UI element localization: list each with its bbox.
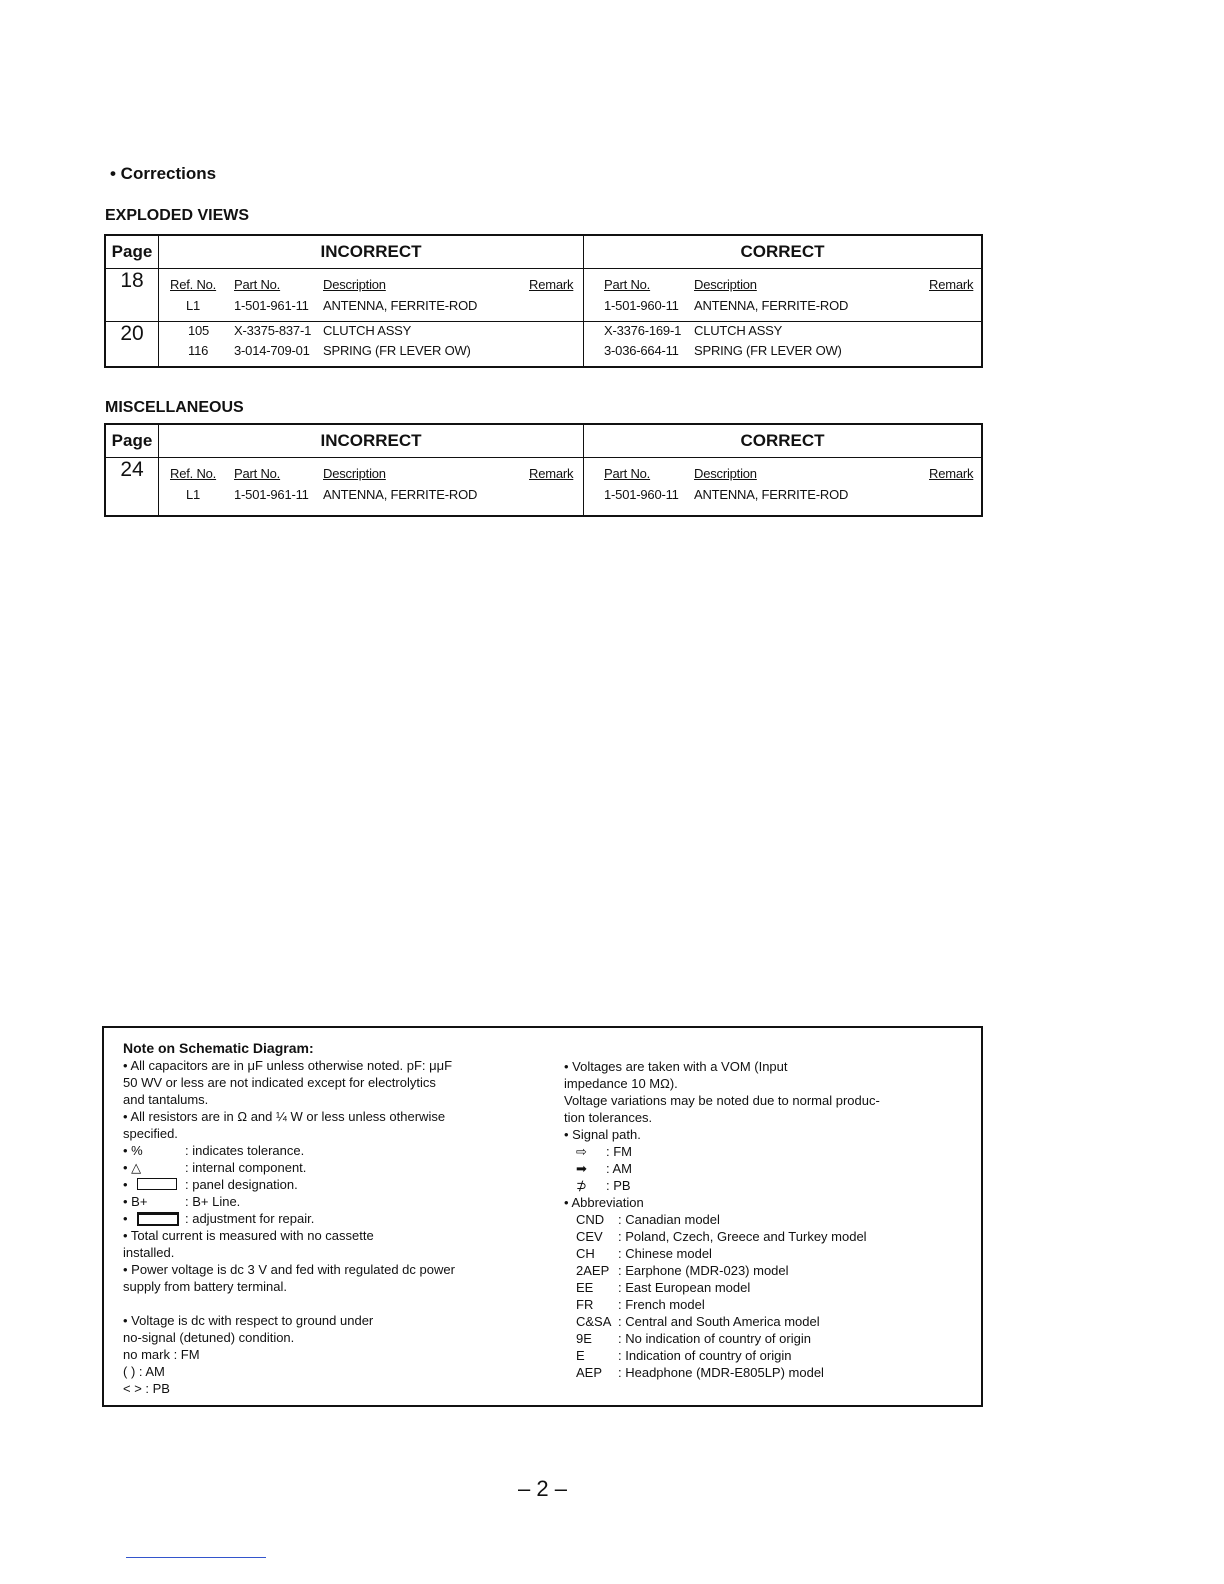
col-remark: Remark [529, 277, 574, 292]
col-part-no: Part No. [234, 466, 281, 481]
note-line: • Total current is measured with no cassette [123, 1228, 374, 1243]
note-line: • All capacitors are in μF unless otherwise noted. pF: μμF [123, 1058, 453, 1073]
col-description: Description [323, 466, 386, 481]
description: CLUTCH ASSY [323, 323, 412, 338]
incorrect-cell [159, 322, 584, 367]
ref-no: L1 [186, 487, 201, 502]
note-line: ( ) : AM [123, 1364, 165, 1379]
signal-label: : PB [606, 1178, 631, 1193]
note-line: • Voltages are taken with a VOM (Input [564, 1059, 788, 1074]
footer-rule [126, 1557, 266, 1558]
part-no: 1-501-961-11 [234, 487, 309, 502]
note-line: < > : PB [123, 1381, 170, 1396]
incorrect-header: INCORRECT [159, 424, 584, 458]
pb-arrow-icon: ⊅ [576, 1178, 587, 1193]
abbrev-code: CND [576, 1212, 605, 1227]
note-line: supply from battery terminal. [123, 1279, 288, 1294]
page-number: – 2 – [518, 1476, 567, 1501]
note-line: • All resistors are in Ω and ¼ W or less unless otherwise [123, 1109, 446, 1124]
symbol-label: : panel designation. [185, 1177, 298, 1192]
part-no: 3-014-709-01 [234, 343, 310, 358]
col-part-no: Part No. [604, 277, 651, 292]
description: SPRING (FR LEVER OW) [694, 343, 842, 358]
symbol-label: : indicates tolerance. [185, 1143, 305, 1158]
page-header: Page [105, 235, 159, 269]
fm-arrow-icon: ⇨ [576, 1144, 587, 1159]
col-remark: Remark [929, 466, 974, 481]
col-ref-no: Ref. No. [170, 277, 217, 292]
note-line: Voltage variations may be noted due to normal produc- [564, 1093, 880, 1108]
abbrev-item [564, 1228, 964, 1245]
abbrev-item [564, 1313, 964, 1330]
note-line: • Voltage is dc with respect to ground under [123, 1313, 374, 1328]
abbrev-code: CEV [576, 1229, 603, 1244]
symbol-label: : internal component. [185, 1160, 307, 1175]
abbrev-code: C&SA [576, 1314, 612, 1329]
signal-fm [564, 1143, 964, 1160]
adjustment-line [123, 1210, 543, 1227]
note-line: tion tolerances. [564, 1110, 653, 1125]
abbrev-item [564, 1330, 964, 1347]
symbol-label: : B+ Line. [185, 1194, 241, 1209]
description: SPRING (FR LEVER OW) [323, 343, 471, 358]
abbrev-item [564, 1211, 964, 1228]
note-right-column [564, 1058, 964, 1381]
page-header: Page [105, 424, 159, 458]
abbrev-code: E [576, 1348, 585, 1363]
adjustment-box-icon [137, 1212, 179, 1226]
note-line: no-signal (detuned) condition. [123, 1330, 295, 1345]
bullet: • [123, 1177, 128, 1192]
abbrev-text: : Central and South America model [618, 1314, 820, 1329]
incorrect-cell [159, 458, 584, 516]
part-no: 1-501-960-11 [604, 487, 679, 502]
abbrev-code: 2AEP [576, 1263, 610, 1278]
page-number-cell: 24 [105, 458, 159, 516]
incorrect-header: INCORRECT [159, 235, 584, 269]
abbreviation-title: • Abbreviation [564, 1195, 644, 1210]
ref-no: 105 [188, 323, 210, 338]
description: CLUTCH ASSY [694, 323, 783, 338]
panel-designation-line [123, 1176, 543, 1193]
note-line: 50 WV or less are not indicated except for electrolytics [123, 1075, 436, 1090]
note-left-column [123, 1040, 543, 1397]
miscellaneous-title: MISCELLANEOUS [105, 399, 244, 416]
abbrev-text: : Chinese model [618, 1246, 712, 1261]
abbrev-item [564, 1245, 964, 1262]
abbrev-text: : Poland, Czech, Greece and Turkey model [618, 1229, 867, 1244]
abbrev-text: : Canadian model [618, 1212, 720, 1227]
abbrev-code: AEP [576, 1365, 603, 1380]
note-line: • Power voltage is dc 3 V and fed with regulated dc power [123, 1262, 455, 1277]
abbrev-text: : Earphone (MDR-023) model [618, 1263, 789, 1278]
part-no: X-3375-837-1 [234, 323, 312, 338]
col-description: Description [694, 277, 757, 292]
correct-cell [584, 322, 983, 367]
symbol-label: : adjustment for repair. [185, 1211, 315, 1226]
note-line [123, 1295, 543, 1312]
correct-header: CORRECT [584, 424, 983, 458]
abbrev-code: EE [576, 1280, 594, 1295]
internal-component-line [123, 1159, 543, 1176]
exploded-views-title: EXPLODED VIEWS [105, 207, 250, 224]
col-description: Description [694, 466, 757, 481]
incorrect-cell [159, 269, 584, 322]
correct-cell [584, 269, 983, 322]
page-number-cell: 20 [105, 322, 159, 367]
ref-no: 116 [188, 343, 209, 358]
note-line: impedance 10 MΩ). [564, 1076, 678, 1091]
part-no: 1-501-960-11 [604, 298, 679, 313]
triangle-icon: • △ [123, 1160, 142, 1175]
miscellaneous-table [104, 423, 983, 517]
col-ref-no: Ref. No. [170, 466, 217, 481]
bplus-line [123, 1193, 543, 1210]
note-title: Note on Schematic Diagram: [123, 1040, 314, 1056]
exploded-views-table [104, 234, 983, 368]
correct-header: CORRECT [584, 235, 983, 269]
col-part-no: Part No. [604, 466, 651, 481]
description: ANTENNA, FERRITE-ROD [694, 487, 849, 502]
correct-cell [584, 458, 983, 516]
signal-label: : AM [606, 1161, 633, 1176]
abbrev-text: : French model [618, 1297, 705, 1312]
abbrev-item [564, 1347, 964, 1364]
part-no: X-3376-169-1 [604, 323, 682, 338]
col-description: Description [323, 277, 386, 292]
abbrev-text: : No indication of country of origin [618, 1331, 811, 1346]
ref-no: L1 [186, 298, 201, 313]
note-line: installed. [123, 1245, 175, 1260]
note-line: • Signal path. [564, 1127, 641, 1142]
note-line: specified. [123, 1126, 178, 1141]
abbrev-code: 9E [576, 1331, 592, 1346]
bullet: • [123, 1211, 128, 1226]
description: ANTENNA, FERRITE-ROD [323, 298, 478, 313]
page-number-cell: 18 [105, 269, 159, 322]
abbrev-text: : Headphone (MDR-E805LP) model [618, 1365, 824, 1380]
abbrev-code: FR [576, 1297, 594, 1312]
part-no: 1-501-961-11 [234, 298, 309, 313]
description: ANTENNA, FERRITE-ROD [323, 487, 478, 502]
abbrev-code: CH [576, 1246, 595, 1261]
am-arrow-icon: ➡ [576, 1161, 587, 1176]
col-part-no: Part No. [234, 277, 281, 292]
signal-pb [564, 1177, 964, 1194]
abbrev-item [564, 1279, 964, 1296]
panel-box-icon [137, 1178, 177, 1190]
percent-symbol: • % [123, 1143, 143, 1158]
signal-label: : FM [606, 1144, 632, 1159]
col-remark: Remark [929, 277, 974, 292]
note-line: and tantalums. [123, 1092, 209, 1107]
description: ANTENNA, FERRITE-ROD [694, 298, 849, 313]
col-remark: Remark [529, 466, 574, 481]
corrections-title: • Corrections [110, 164, 217, 183]
abbrev-text: : Indication of country of origin [618, 1348, 792, 1363]
signal-am [564, 1160, 964, 1177]
bplus-symbol: • B+ [123, 1194, 148, 1209]
abbrev-item [564, 1262, 964, 1279]
abbrev-item [564, 1364, 964, 1381]
tolerance-line [123, 1142, 543, 1159]
note-line: no mark : FM [123, 1347, 200, 1362]
abbrev-text: : East European model [618, 1280, 751, 1295]
part-no: 3-036-664-11 [604, 343, 679, 358]
schematic-note-box [102, 1026, 983, 1407]
abbrev-item [564, 1296, 964, 1313]
